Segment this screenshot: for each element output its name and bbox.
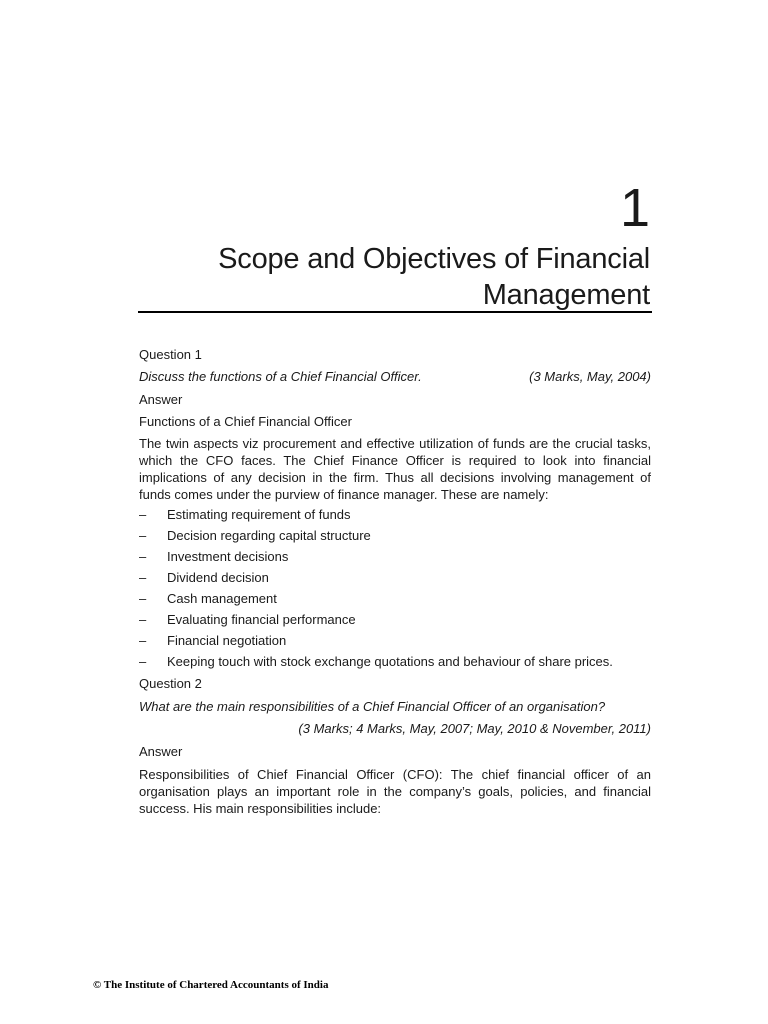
list-item: – Estimating requirement of funds — [139, 507, 351, 522]
question-2-marks: (3 Marks; 4 Marks, May, 2007; May, 2010 & November, 2011) — [298, 721, 651, 736]
question-2-label: Question 2 — [139, 676, 202, 691]
question-1-text: Discuss the functions of a Chief Financial Officer. — [139, 369, 422, 384]
list-item: – Cash management — [139, 591, 277, 606]
answer-2-label: Answer — [139, 744, 183, 759]
question-2-text: What are the main responsibilities of a Chief Financial Officer of an organisation? — [139, 699, 606, 714]
chapter-title-line-1: Scope and Objectives of Financial — [218, 243, 650, 275]
list-item: – Keeping touch with stock exchange quotations and behaviour of share prices. — [139, 654, 613, 669]
title-divider — [138, 311, 652, 313]
list-item: – Investment decisions — [139, 549, 289, 564]
list-item: – Financial negotiation — [139, 633, 287, 648]
question-1-line — [139, 368, 651, 385]
list-item: – Evaluating financial performance — [139, 612, 356, 627]
page-content — [139, 346, 651, 817]
functions-list — [139, 506, 651, 670]
chapter-title-line-2: Management — [482, 279, 650, 311]
chapter-number: 1 — [619, 178, 650, 238]
answer-1-label: Answer — [139, 392, 183, 407]
chapter-title — [170, 241, 650, 313]
question-1-label: Question 1 — [139, 347, 202, 362]
answer-1-heading: Functions of a Chief Financial Officer — [139, 414, 352, 429]
list-item: – Dividend decision — [139, 570, 269, 585]
answer-1-paragraph: The twin aspects viz procurement and effective utilization of funds are the crucial tasks, which the CFO faces. The Chief Finance Officer is required to look into financial implications of any decision in the firm. Thus all decisions involving management of funds comes under the purview of finance manager. These are namely: — [139, 436, 651, 502]
answer-2-paragraph: Responsibilities of Chief Financial Officer (CFO): The chief financial officer of an organisation plays an important role in the company’s goals, policies, and financial success. His main responsibilities include: — [139, 767, 651, 816]
copyright-footer: © The Institute of Chartered Accountants of India — [93, 979, 329, 991]
list-item: – Decision regarding capital structure — [139, 528, 371, 543]
question-1-marks: (3 Marks, May, 2004) — [529, 369, 651, 384]
